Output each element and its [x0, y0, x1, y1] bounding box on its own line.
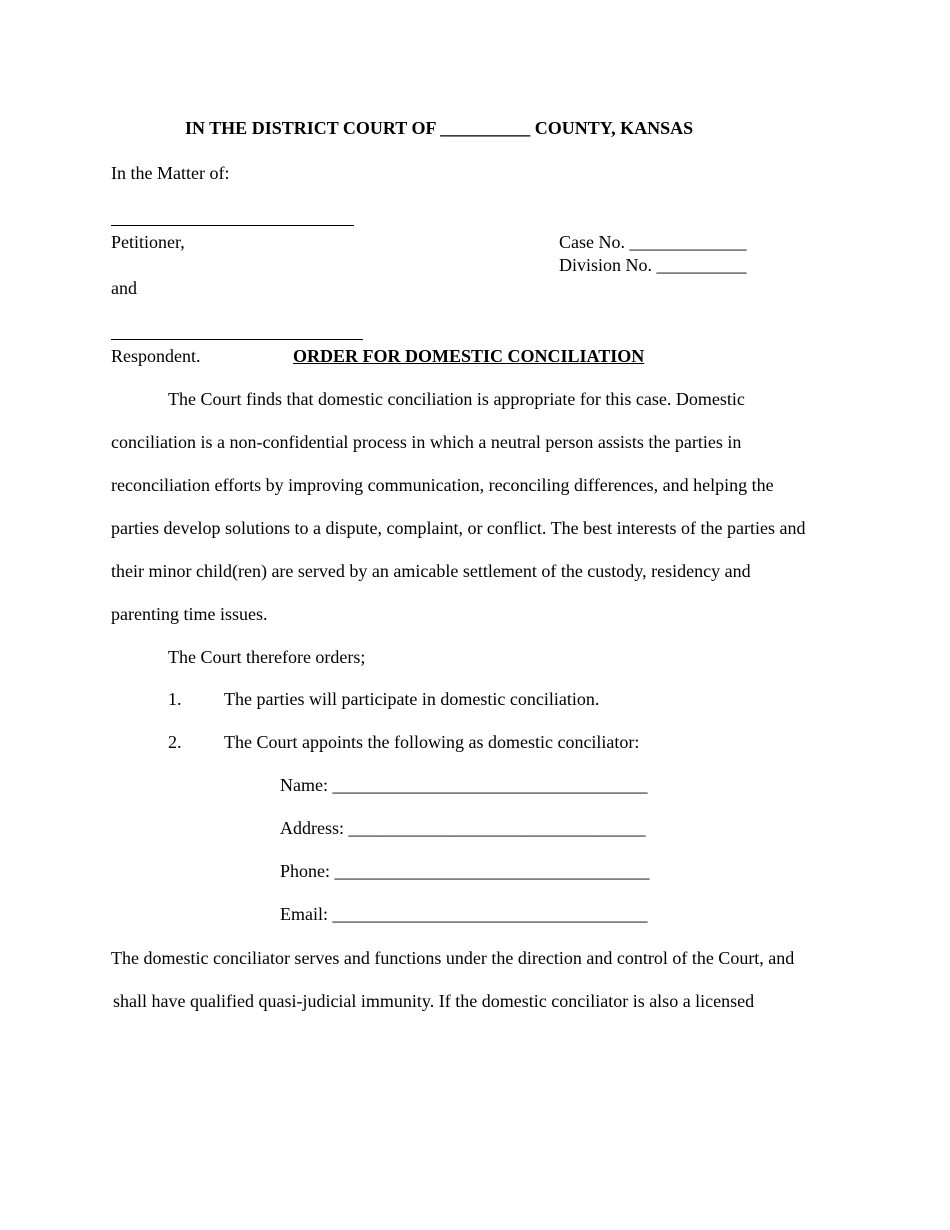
and-label: and	[111, 278, 137, 298]
paragraph-1-line-6: parenting time issues.	[111, 604, 268, 624]
order-1-text: The parties will participate in domestic conciliation.	[224, 689, 600, 709]
order-1-number: 1.	[168, 689, 182, 709]
paragraph-2-line-1: The domestic conciliator serves and functions under the direction and control of the Court, and	[111, 948, 795, 968]
conciliator-address-field[interactable]: Address: _________________________________	[280, 818, 646, 838]
conciliator-email-field[interactable]: Email: ___________________________________	[280, 904, 648, 924]
paragraph-1-line-4: parties develop solutions to a dispute, complaint, or conflict. The best interests of the parties and	[111, 518, 806, 538]
paragraph-1-line-1: The Court finds that domestic conciliation is appropriate for this case. Domestic	[168, 389, 745, 409]
paragraph-1-line-5: their minor child(ren) are served by an amicable settlement of the custody, residency and	[111, 561, 751, 581]
court-heading: IN THE DISTRICT COURT OF __________ COUNTY, KANSAS	[185, 118, 694, 138]
petitioner-label: Petitioner,	[111, 232, 185, 252]
petitioner-signature-line[interactable]	[111, 225, 354, 226]
orders-intro: The Court therefore orders;	[168, 647, 366, 667]
order-2-text: The Court appoints the following as domestic conciliator:	[224, 732, 640, 752]
respondent-signature-line[interactable]	[111, 339, 363, 340]
order-2-number: 2.	[168, 732, 182, 752]
matter-label: In the Matter of:	[111, 163, 230, 183]
case-number-field[interactable]: Case No. _____________	[559, 232, 747, 252]
paragraph-1-line-2: conciliation is a non-confidential process in which a neutral person assists the parties in	[111, 432, 742, 452]
paragraph-1-line-3: reconciliation efforts by improving communication, reconciling differences, and helping the	[111, 475, 774, 495]
conciliator-phone-field[interactable]: Phone: ___________________________________	[280, 861, 650, 881]
respondent-label: Respondent.	[111, 346, 201, 366]
conciliator-name-field[interactable]: Name: ___________________________________	[280, 775, 648, 795]
division-number-field[interactable]: Division No. __________	[559, 255, 747, 275]
document-title: ORDER FOR DOMESTIC CONCILIATION	[293, 346, 645, 366]
paragraph-2-line-2: shall have qualified quasi-judicial immunity. If the domestic conciliator is also a licensed	[113, 991, 755, 1011]
